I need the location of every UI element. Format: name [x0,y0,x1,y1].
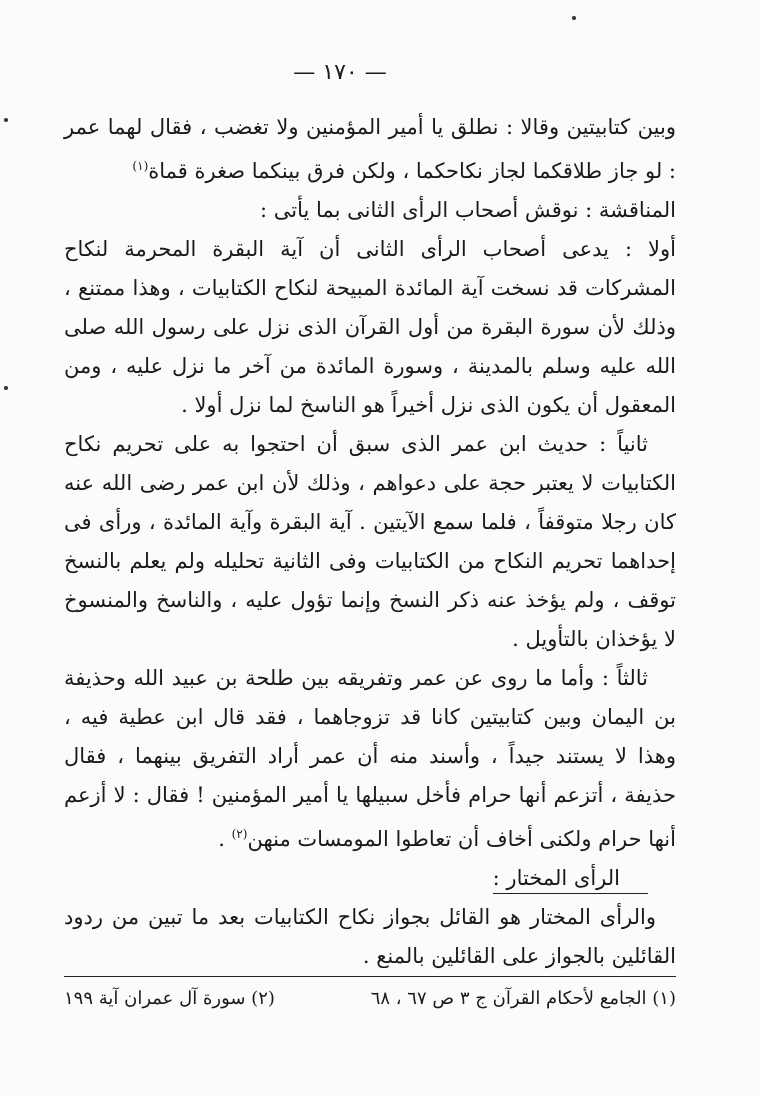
paragraph-second-point: ثانياً : حديث ابن عمر الذى سبق أن احتجوا به على تحريم نكاح الكتابيات لا يعتبر حجة على دعواهم ، وذلك لأن ابن عمر رضى الله عنه كان رجلا متوقفاً ، فلما سمع الآيتين . آية البقرة وآية المائدة ، ورأى فى إحداهما تحريم النكاح من الكتابيات وفى الثانية تحليله ولم يعلم بالنسخ توقف ، ولم يؤخذ عنه ذكر النسخ وإنما تؤول عليه ، والناسخ والمنسوخ لا يؤخذان بالتأويل . [64,432,676,651]
paragraph-first-point: أولا : يدعى أصحاب الرأى الثانى أن آية البقرة المحرمة لنكاح المشركات قد نسخت آية المائدة المبيحة لنكاح الكتابيات ، وهذا ممتنع ، وذلك لأن سورة البقرة من أول القرآن الذى نزل على رسول الله صلى الله عليه وسلم بالمدينة ، وسورة المائدة من آخر ما نزل عليه ، ومن المعقول أن يكون الذى نزل أخيراً هو الناسخ لما نزل أولا . [64,237,676,417]
footnote-2: (٢) سورة آل عمران آية ١٩٩ [64,988,275,1009]
footnote-divider [64,976,676,977]
ink-speck [572,16,576,20]
page-body [64,108,676,976]
ink-speck [4,118,8,122]
paragraph-discussion: المناقشة : نوقش أصحاب الرأى الثانى بما يأتى : [260,198,676,222]
paragraph-chosen-opinion: والرأى المختار هو القائل بجواز نكاح الكتابيات بعد ما تبين من ردود القائلين بالجواز على القائلين بالمنع . [64,905,676,968]
paragraph-intro [64,108,676,191]
chosen-heading-text: الرأى المختار : [493,863,648,894]
page-number: — ١٧٠ — [293,60,387,85]
third-end: . [218,827,232,851]
footnote-1: (١) الجامع لأحكام القرآن ج ٣ ص ٦٧ ، ٦٨ [370,988,676,1009]
section-heading-chosen-opinion [64,859,676,898]
third-text: ثالثاً : وأما ما روى عن عمر وتفريقه بين طلحة بن عبيد الله وحذيفة بن اليمان وبين كتابيتين كانا قد تزوجاهما ، فقد قال ابن عطية فيه ، وهذا لا يستند جيداً ، وأسند منه أن عمر أراد التفريق بينهما ، فقال حذيفة ، أتزعم أنها حرام فأخل سبيلها يا أمير المؤمنين ! فقال : لا أزعم أنها حرام ولكنى أخاف أن تعاطوا المومسات منهن [64,666,676,851]
ink-speck [4,386,8,390]
intro-text: وبين كتابيتين وقالا : نطلق يا أمير المؤمنين ولا تغضب ، فقال لهما عمر : لو جاز طلاقكما لجاز نكاحكما ، ولكن فرق بينكما صغرة قماة [64,115,676,183]
footnotes [64,984,676,1014]
footnote-ref-1: (١) [132,159,149,173]
footnote-ref-2: (٢) [231,827,248,841]
paragraph-third-point [64,659,676,859]
